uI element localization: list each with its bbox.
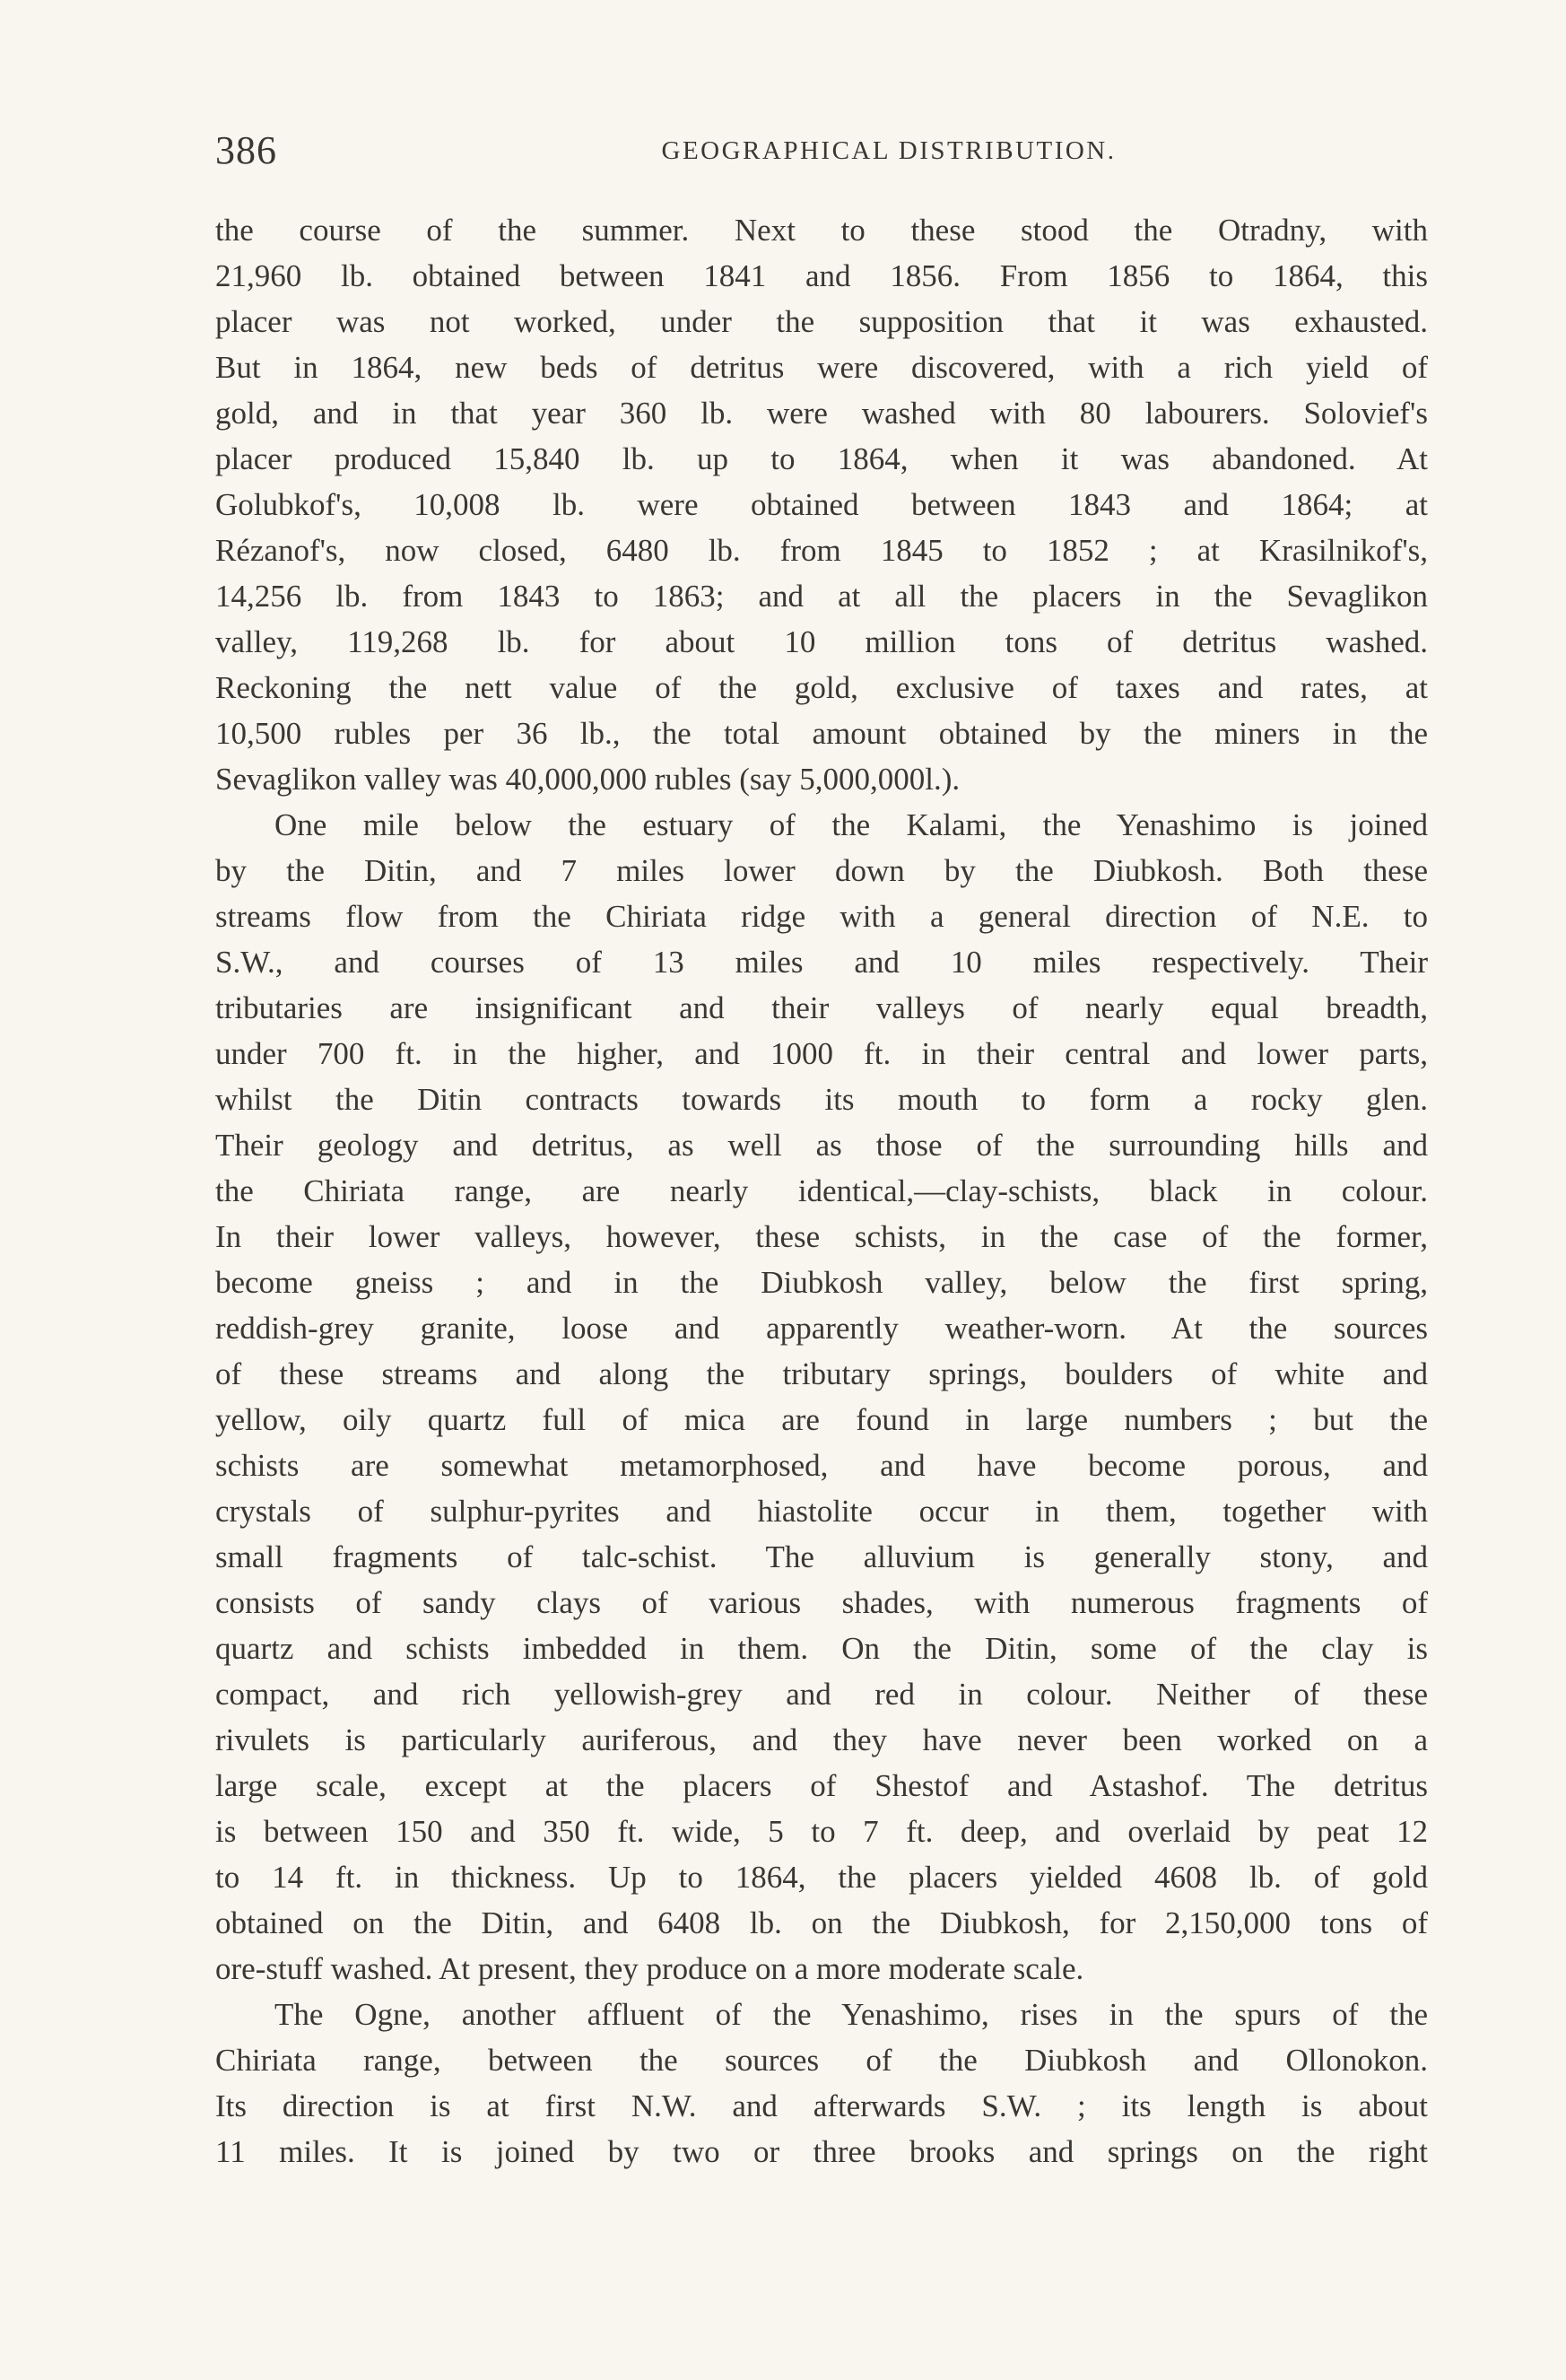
body-text [215,207,1428,2175]
text-line: schists are somewhat metamorphosed, and have become porous, and [215,1448,1428,1483]
text-line: is between 150 and 350 ft. wide, 5 to 7 ft. deep, and overlaid by peat 12 [215,1814,1428,1849]
text-line: gold, and in that year 360 lb. were washed with 80 labourers. Solovief's [215,396,1428,431]
text-line: Rézanof's, now closed, 6480 lb. from 1845 to 1852 ; at Krasilnikof's, [215,533,1428,568]
text-line: Golubkof's, 10,008 lb. were obtained between 1843 and 1864; at [215,487,1428,522]
text-line: Its direction is at first N.W. and afterwards S.W. ; its length is about [215,2088,1428,2123]
text-line: consists of sandy clays of various shades, with numerous fragments of [215,1585,1428,1620]
text-line: obtained on the Ditin, and 6408 lb. on the Diubkosh, for 2,150,000 tons of [215,1905,1428,1940]
text-line: Chiriata range, between the sources of the Diubkosh and Ollonokon. [215,2043,1428,2078]
text-line: become gneiss ; and in the Diubkosh valley, below the first spring, [215,1265,1428,1300]
text-line: to 14 ft. in thickness. Up to 1864, the placers yielded 4608 lb. of gold [215,1860,1428,1895]
text-line: 21,960 lb. obtained between 1841 and 1856. From 1856 to 1864, this [215,258,1428,293]
text-line: placer produced 15,840 lb. up to 1864, when it was abandoned. At [215,441,1428,476]
text-line: quartz and schists imbedded in them. On the Ditin, some of the clay is [215,1631,1428,1666]
page-number: 386 [215,128,277,172]
text-line: compact, and rich yellowish-grey and red in colour. Neither of these [215,1677,1428,1712]
text-line: ore-stuff washed. At present, they produce on a more moderate scale. [215,1951,1084,1986]
text-line: streams flow from the Chiriata ridge with a general direction of N.E. to [215,899,1428,934]
text-line: 11 miles. It is joined by two or three brooks and springs on the right [215,2134,1428,2169]
paragraph-start-line: One mile below the estuary of the Kalami, the Yenashimo is joined [274,807,1428,842]
text-line: yellow, oily quartz full of mica are found in large numbers ; but the [215,1402,1428,1437]
text-line: whilst the Ditin contracts towards its mouth to form a rocky glen. [215,1082,1428,1117]
text-line: under 700 ft. in the higher, and 1000 ft. in their central and lower parts, [215,1036,1428,1071]
text-line: Their geology and detritus, as well as those of the surrounding hills and [215,1128,1428,1163]
running-head-title: GEOGRAPHICAL DISTRIBUTION. [661,136,1117,165]
text-line: Reckoning the nett value of the gold, exclusive of taxes and rates, at [215,670,1428,705]
text-line: crystals of sulphur-pyrites and hiastolite occur in them, together with [215,1494,1428,1529]
text-line: by the Ditin, and 7 miles lower down by the Diubkosh. Both these [215,853,1428,888]
text-line: valley, 119,268 lb. for about 10 million tons of detritus washed. [215,624,1428,659]
text-line: In their lower valleys, however, these schists, in the case of the former, [215,1219,1428,1254]
text-line: rivulets is particularly auriferous, and they have never been worked on a [215,1722,1428,1757]
text-line: placer was not worked, under the supposition that it was exhausted. [215,304,1428,339]
text-line: large scale, except at the placers of Shestof and Astashof. The detritus [215,1768,1428,1803]
text-line: small fragments of talc-schist. The alluvium is generally stony, and [215,1539,1428,1574]
text-line: the Chiriata range, are nearly identical,—clay-schists, black in colour. [215,1173,1428,1208]
text-line: 14,256 lb. from 1843 to 1863; and at all the placers in the Sevaglikon [215,579,1428,614]
text-line: But in 1864, new beds of detritus were discovered, with a rich yield of [215,350,1428,385]
text-line: tributaries are insignificant and their valleys of nearly equal breadth, [215,990,1428,1025]
text-line: of these streams and along the tributary springs, boulders of white and [215,1356,1428,1391]
text-line: 10,500 rubles per 36 lb., the total amount obtained by the miners in the [215,716,1428,751]
text-line: the course of the summer. Next to these stood the Otradny, with [215,213,1428,248]
running-head [215,124,1428,178]
paragraph-start-line: The Ogne, another affluent of the Yenashimo, rises in the spurs of the [274,1997,1428,2032]
text-line: S.W., and courses of 13 miles and 10 miles respectively. Their [215,945,1428,980]
text-line: reddish-grey granite, loose and apparently weather-worn. At the sources [215,1311,1428,1346]
text-line: Sevaglikon valley was 40,000,000 rubles (say 5,000,000l.). [215,762,961,797]
